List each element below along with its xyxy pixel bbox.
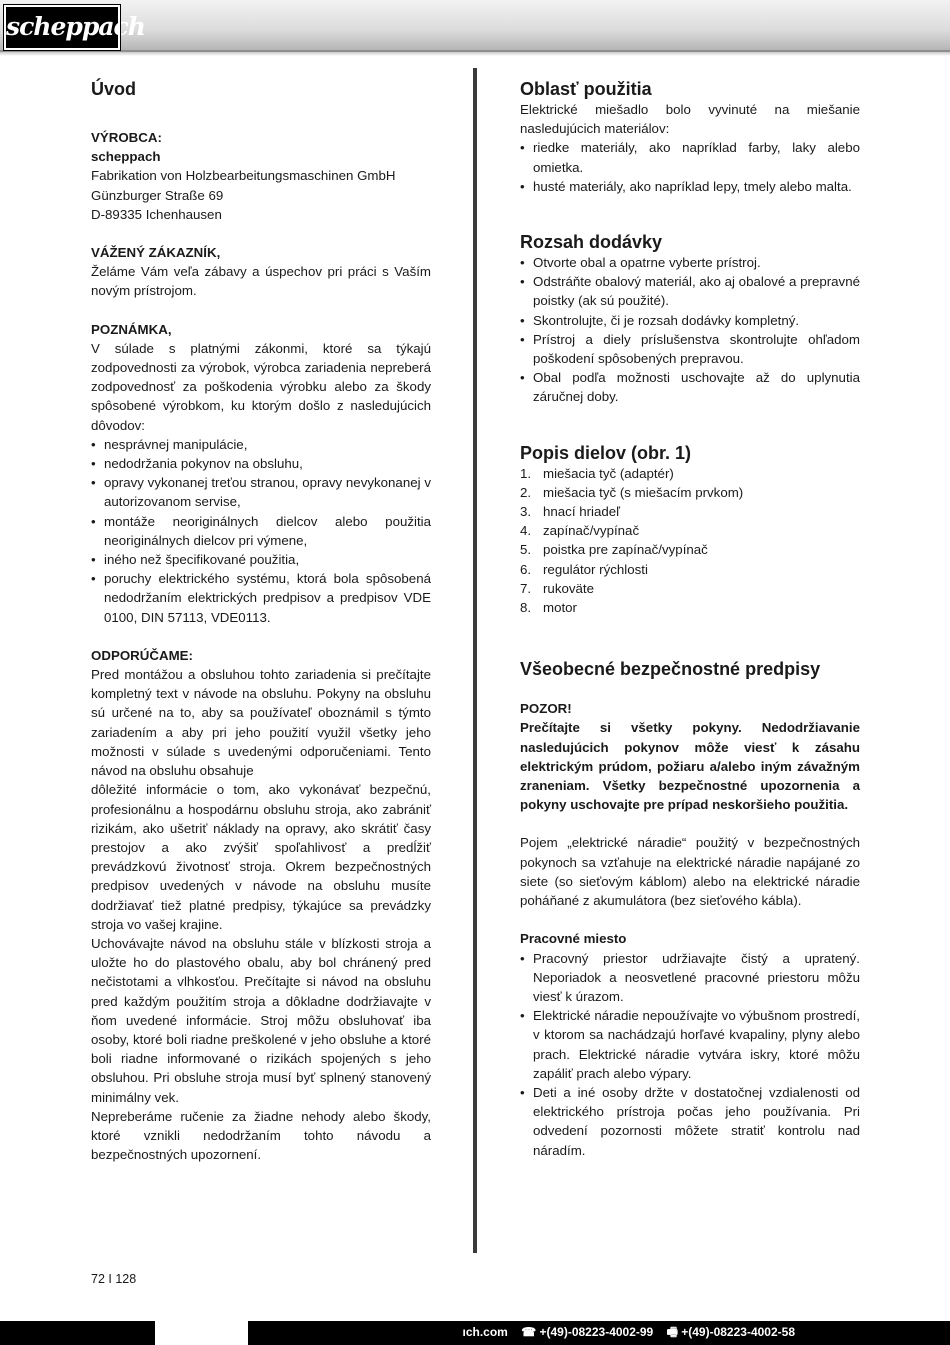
phone-number: ☎ +(49)-08223-4002-99 bbox=[521, 1325, 654, 1339]
usage-title: Oblasť použitia bbox=[520, 79, 652, 99]
list-item: 4. zapínač/vypínač bbox=[520, 523, 640, 539]
column-divider bbox=[473, 68, 477, 1253]
address-line: D-89335 Ichenhausen bbox=[91, 206, 222, 222]
workplace-list bbox=[520, 949, 860, 1160]
recommend-paragraph: Uchovávajte návod na obsluhu stále v blízkosti stroja a uložte ho do plastového obalu, aby bol chránený pred nečistotami a vlhkosťou. Prečítajte si návod na obsluhu pred každým použitím stroja a dôkladne dodržiavajte v ňom uvedené informácie. Stroj môžu obsluhovať iba osoby, ktoré boli riadne preškolené v jeho obsluhe a ktoré boli riadne informované o rizikách spojených s jeho obsluhou. Pri obsluhe stroja musí byť splnený stanovený minimálny vek. bbox=[91, 935, 431, 1105]
left-column bbox=[91, 78, 431, 1164]
note-text: V súlade s platnými zákonmi, ktoré sa týkajú zodpovednosti za výrobok, výrobca zariadenia nepreberá zodpovednosť za poškodenia výrobku alebo za škody spôsobené výrobkom, ku ktorým došlo z nasledujúcich dôvodov: bbox=[91, 340, 431, 433]
recommend-label: ODPORÚČAME: bbox=[91, 647, 193, 663]
fax-number: 🖷 +(49)-08223-4002-58 bbox=[666, 1325, 795, 1339]
brand-logo: scheppach bbox=[4, 5, 120, 50]
website-link[interactable]: ıch.com bbox=[462, 1325, 508, 1339]
customer-text: Želáme Vám veľa zábavy a úspechov pri práci s Vaším novým prístrojom. bbox=[91, 264, 431, 299]
list-item: • Elektrické náradie nepoužívajte vo výbušnom prostredí, v ktorom sa nachádzajú horľavé kvapaliny, plyny alebo prach. Elektrické náradie vytvára iskry, ktoré môžu zapáliť prach alebo výpary. bbox=[520, 1006, 860, 1083]
usage-text: Elektrické miešadlo bolo vyvinuté na miešanie nasledujúcich materiálov: bbox=[520, 102, 860, 137]
footer-contact bbox=[453, 1321, 796, 1345]
list-item: • poruchy elektrického systému, ktorá bola spôsobená nedodržaním elektrických predpisov a predpisov VDE 0100, DIN 57113, VDE0113. bbox=[91, 569, 431, 627]
right-column bbox=[520, 78, 860, 1160]
address-line: Günzburger Straße 69 bbox=[91, 187, 224, 203]
header-band bbox=[0, 0, 950, 52]
usage-list bbox=[520, 138, 860, 196]
list-item: • iného než špecifikované použitia, bbox=[91, 550, 431, 569]
note-list bbox=[91, 435, 431, 627]
manufacturer-label: VÝROBCA: bbox=[91, 130, 162, 145]
list-item: 7. rukoväte bbox=[520, 580, 594, 596]
footer-gap bbox=[155, 1321, 248, 1345]
address-line: Fabrikation von Holzbearbeitungsmaschinen GmbH bbox=[91, 168, 396, 184]
delivery-list bbox=[520, 253, 860, 407]
list-item: 3. hnací hriadeľ bbox=[520, 504, 621, 520]
list-item: • Deti a iné osoby držte v dostatočnej vzdialenosti od elektrického prístroja počas jeho používania. Pri odvedení pozornosti môžete stratiť kontrolu nad náradím. bbox=[520, 1083, 860, 1160]
list-item: 2. miešacia tyč (s miešacím prvkom) bbox=[520, 484, 744, 500]
customer-label: VÁŽENÝ ZÁKAZNÍK, bbox=[91, 245, 221, 261]
list-item: 1. miešacia tyč (adaptér) bbox=[520, 465, 674, 481]
list-item: 5. poistka pre zapínač/vypínač bbox=[520, 542, 708, 558]
list-item: • Otvorte obal a opatrne vyberte prístroj. bbox=[520, 253, 860, 272]
caution-label: POZOR! bbox=[520, 701, 572, 717]
recommend-paragraph: dôležité informácie o tom, ako vykonávať bezpečnú, profesionálnu a hospodárnu obsluhu stroja, ako zabrániť rizikám, ako ušetriť náklady na opravy, ako skrátiť časy prestojov a ako zvýšiť spoľahlivosť a predĺžiť prevádzkovú životnosť stroja. Okrem bezpečnostných predpisov uvedených v návode na obsluhu musíte dodržiavať tiež platné predpisy, týkajúce sa prevádzky stroja vo vašej krajine. bbox=[91, 782, 431, 932]
list-item: 8. motor bbox=[520, 600, 577, 616]
list-item: • riedke materiály, ako napríklad farby, laky alebo omietka. bbox=[520, 138, 860, 176]
recommend-paragraph: Nepreberáme ručenie za žiadne nehody alebo škody, ktoré vznikli nedodržaním tohto návodu a bezpečnostných upozornení. bbox=[91, 1108, 431, 1163]
list-item: • Odstráňte obalový materiál, ako aj obalové a prepravné poistky (ak sú použité). bbox=[520, 272, 860, 310]
recommend-paragraph: Pred montážou a obsluhou tohto zariadenia si prečítajte kompletný text v návode na obsluhu. Pokyny na obsluhu sú určené na to, aby sa používateľ oboznámil s týmto zariadením a aby pri jeho použití využil všetky jeho možnosti v súlade s uvedenými odporučeniami. Tento návod na obsluhu obsahuje bbox=[91, 667, 431, 779]
caution-text: Prečítajte si všetky pokyny. Nedodržiavanie nasledujúcich pokynov môže viesť k zásahu elektrickým prúdom, požiaru a/alebo iným závažným zraneniam. Všetky bezpečnostné upozornenia a pokyny uschovajte pre prípad neskoršieho použitia. bbox=[520, 720, 860, 813]
list-item: • Pracovný priestor udržiavajte čistý a upratený. Neporiadok a neosvetlené pracovné priestoru môžu viesť k úrazom. bbox=[520, 949, 860, 1007]
page-number: 72 I 128 bbox=[91, 1272, 137, 1286]
list-item: 6. regulátor rýchlosti bbox=[520, 561, 648, 577]
list-item: • montáže neoriginálnych dielcov alebo použitia neoriginálnych dielcov pri výmene, bbox=[91, 512, 431, 550]
manufacturer-name: scheppach bbox=[91, 149, 161, 165]
delivery-title: Rozsah dodávky bbox=[520, 232, 663, 253]
list-item: • nedodržania pokynov na obsluhu, bbox=[91, 454, 431, 473]
list-item: • opravy vykonanej treťou stranou, opravy nevykonanej v autorizovanom servise, bbox=[91, 473, 431, 511]
list-item: • nesprávnej manipulácie, bbox=[91, 435, 431, 454]
list-item: • Skontrolujte, či je rozsah dodávky kompletný. bbox=[520, 311, 860, 330]
list-item: • husté materiály, ako napríklad lepy, tmely alebo malta. bbox=[520, 177, 860, 196]
parts-list bbox=[520, 464, 860, 618]
workplace-label: Pracovné miesto bbox=[520, 931, 627, 947]
intro-title: Úvod bbox=[91, 79, 136, 99]
safety-title: Všeobecné bezpečnostné predpisy bbox=[520, 659, 821, 680]
list-item: • Prístroj a diely príslušenstva skontrolujte ohľadom poškodení spôsobených prepravou. bbox=[520, 330, 860, 368]
note-label: POZNÁMKA, bbox=[91, 321, 172, 337]
parts-title: Popis dielov (obr. 1) bbox=[520, 442, 692, 463]
tool-definition-text: Pojem „elektrické náradie“ použitý v bezpečnostných pokynoch sa vzťahuje na elektrické náradie napájané zo siete (so sieťovým káblom) alebo na elektrické náradie poháňané z akumulátora (bez sieťového kábla). bbox=[520, 835, 860, 909]
list-item: • Obal podľa možnosti uschovajte až do uplynutia záručnej doby. bbox=[520, 368, 860, 406]
